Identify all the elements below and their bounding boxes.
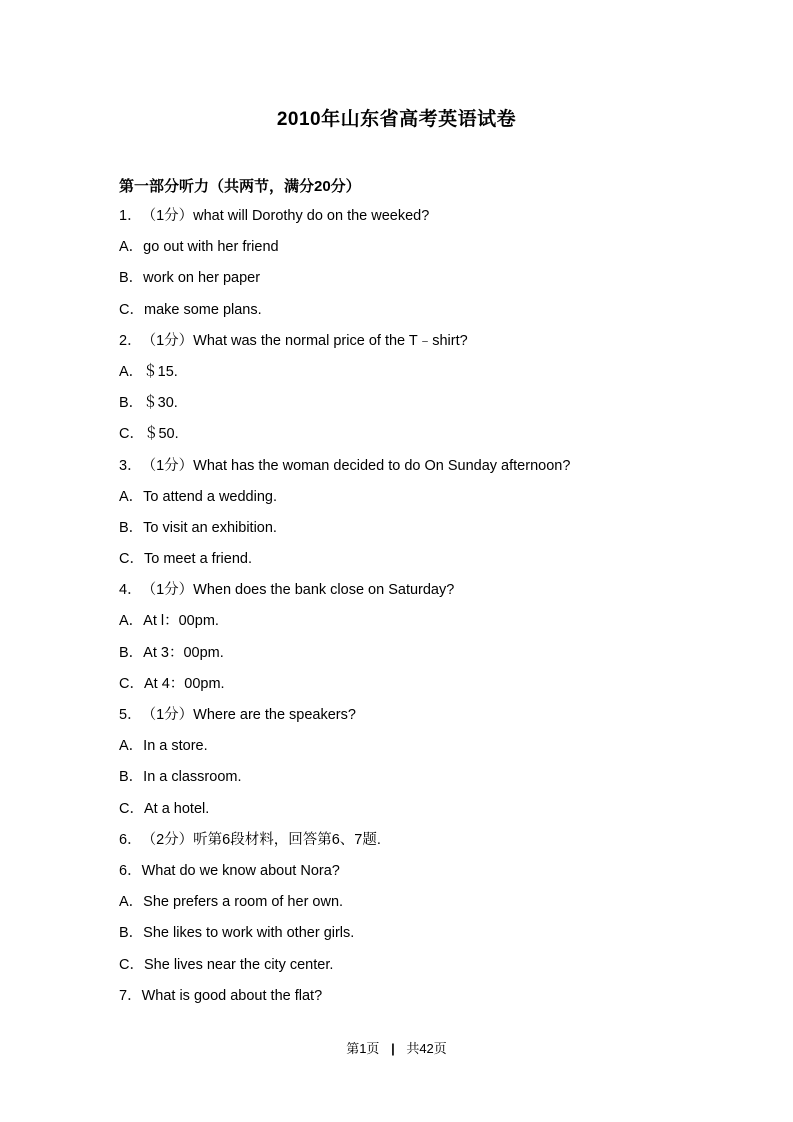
option-text: To meet a friend. bbox=[143, 551, 252, 568]
option-line bbox=[119, 798, 679, 829]
option-letter: C． bbox=[119, 426, 144, 443]
question-text: （1分）What was the normal price of the T﹣shirt? bbox=[141, 332, 468, 349]
option-text: ＄30. bbox=[143, 395, 178, 412]
page-footer bbox=[0, 1038, 793, 1057]
question-number: 7． bbox=[119, 987, 142, 1004]
question-number: 2． bbox=[119, 332, 142, 349]
option-text: At a hotel. bbox=[143, 800, 210, 817]
option-letter: C． bbox=[119, 301, 144, 318]
question-line bbox=[119, 985, 679, 1016]
question-number: 5． bbox=[119, 707, 142, 723]
option-line bbox=[119, 299, 679, 330]
question-text: What do we know about Nora? bbox=[141, 862, 340, 879]
option-letter: C． bbox=[119, 956, 144, 973]
question-list bbox=[119, 205, 679, 1016]
option-letter: A． bbox=[119, 488, 144, 505]
option-text: go out with her friend bbox=[143, 239, 279, 256]
option-letter: A． bbox=[119, 613, 144, 630]
option-text: She prefers a room of her own. bbox=[143, 894, 344, 911]
option-text: In a store. bbox=[143, 738, 208, 755]
option-letter: B． bbox=[119, 270, 144, 287]
option-letter: C． bbox=[119, 551, 144, 568]
option-line bbox=[119, 517, 679, 548]
option-letter: A． bbox=[119, 738, 144, 755]
option-line bbox=[119, 735, 679, 766]
option-text: At 4：00pm. bbox=[143, 675, 225, 692]
option-letter: B． bbox=[119, 769, 144, 786]
question-text: （1分）What has the woman decided to do On Sunday afternoon? bbox=[141, 457, 571, 474]
option-line bbox=[119, 610, 679, 641]
option-line bbox=[119, 486, 679, 517]
question-text: （1分）what will Dorothy do on the weeked? bbox=[141, 208, 430, 224]
option-text: work on her paper bbox=[143, 270, 261, 287]
page-total: 共42页 bbox=[406, 1041, 447, 1056]
page-current: 第1页 bbox=[346, 1041, 380, 1056]
option-letter: C． bbox=[119, 800, 144, 817]
option-letter: B． bbox=[119, 395, 144, 412]
option-letter: B． bbox=[119, 644, 144, 661]
option-letter: B． bbox=[119, 519, 144, 536]
option-line bbox=[119, 236, 679, 267]
question-line bbox=[119, 860, 679, 891]
option-letter: A． bbox=[119, 894, 144, 911]
option-line bbox=[119, 642, 679, 673]
page-separator: | bbox=[391, 1041, 395, 1056]
option-text: make some plans. bbox=[143, 301, 262, 318]
option-text: ＄50. bbox=[143, 426, 179, 443]
question-number: 6． bbox=[119, 831, 142, 848]
option-line bbox=[119, 922, 679, 953]
question-line bbox=[119, 579, 679, 610]
option-line bbox=[119, 392, 679, 423]
option-text: To attend a wedding. bbox=[143, 488, 277, 505]
question-text: （1分）Where are the speakers? bbox=[141, 707, 356, 723]
option-line bbox=[119, 423, 679, 454]
question-line bbox=[119, 330, 679, 361]
option-text: At 3：00pm. bbox=[143, 644, 224, 661]
option-line bbox=[119, 891, 679, 922]
option-text: In a classroom. bbox=[143, 769, 242, 786]
question-line bbox=[119, 829, 679, 860]
question-number: 3． bbox=[119, 457, 142, 474]
option-line bbox=[119, 954, 679, 985]
question-number: 4． bbox=[119, 582, 142, 599]
option-letter: C． bbox=[119, 675, 144, 692]
section-heading: 第一部分听力（共两节，满分20分） bbox=[119, 178, 361, 195]
question-line bbox=[119, 205, 679, 236]
question-number: 1． bbox=[119, 208, 142, 224]
option-text: ＄15. bbox=[143, 363, 178, 380]
option-line bbox=[119, 361, 679, 392]
question-text: （1分）When does the bank close on Saturday? bbox=[141, 582, 455, 599]
option-letter: A． bbox=[119, 239, 144, 256]
question-text: （2分）听第6段材料，回答第6、7题. bbox=[141, 831, 381, 848]
question-number: 6． bbox=[119, 862, 142, 879]
option-text: She lives near the city center. bbox=[143, 956, 334, 973]
option-line bbox=[119, 766, 679, 797]
question-line bbox=[119, 455, 679, 486]
option-letter: B． bbox=[119, 925, 144, 942]
question-line bbox=[119, 704, 679, 735]
option-line bbox=[119, 548, 679, 579]
option-line bbox=[119, 267, 679, 298]
option-text: At l：00pm. bbox=[143, 613, 219, 630]
option-text: To visit an exhibition. bbox=[143, 519, 277, 536]
page-title: 2010年山东省高考英语试卷 bbox=[276, 109, 517, 130]
option-letter: A． bbox=[119, 363, 144, 380]
option-line bbox=[119, 673, 679, 704]
question-text: What is good about the flat? bbox=[141, 987, 323, 1004]
option-text: She likes to work with other girls. bbox=[143, 925, 355, 942]
